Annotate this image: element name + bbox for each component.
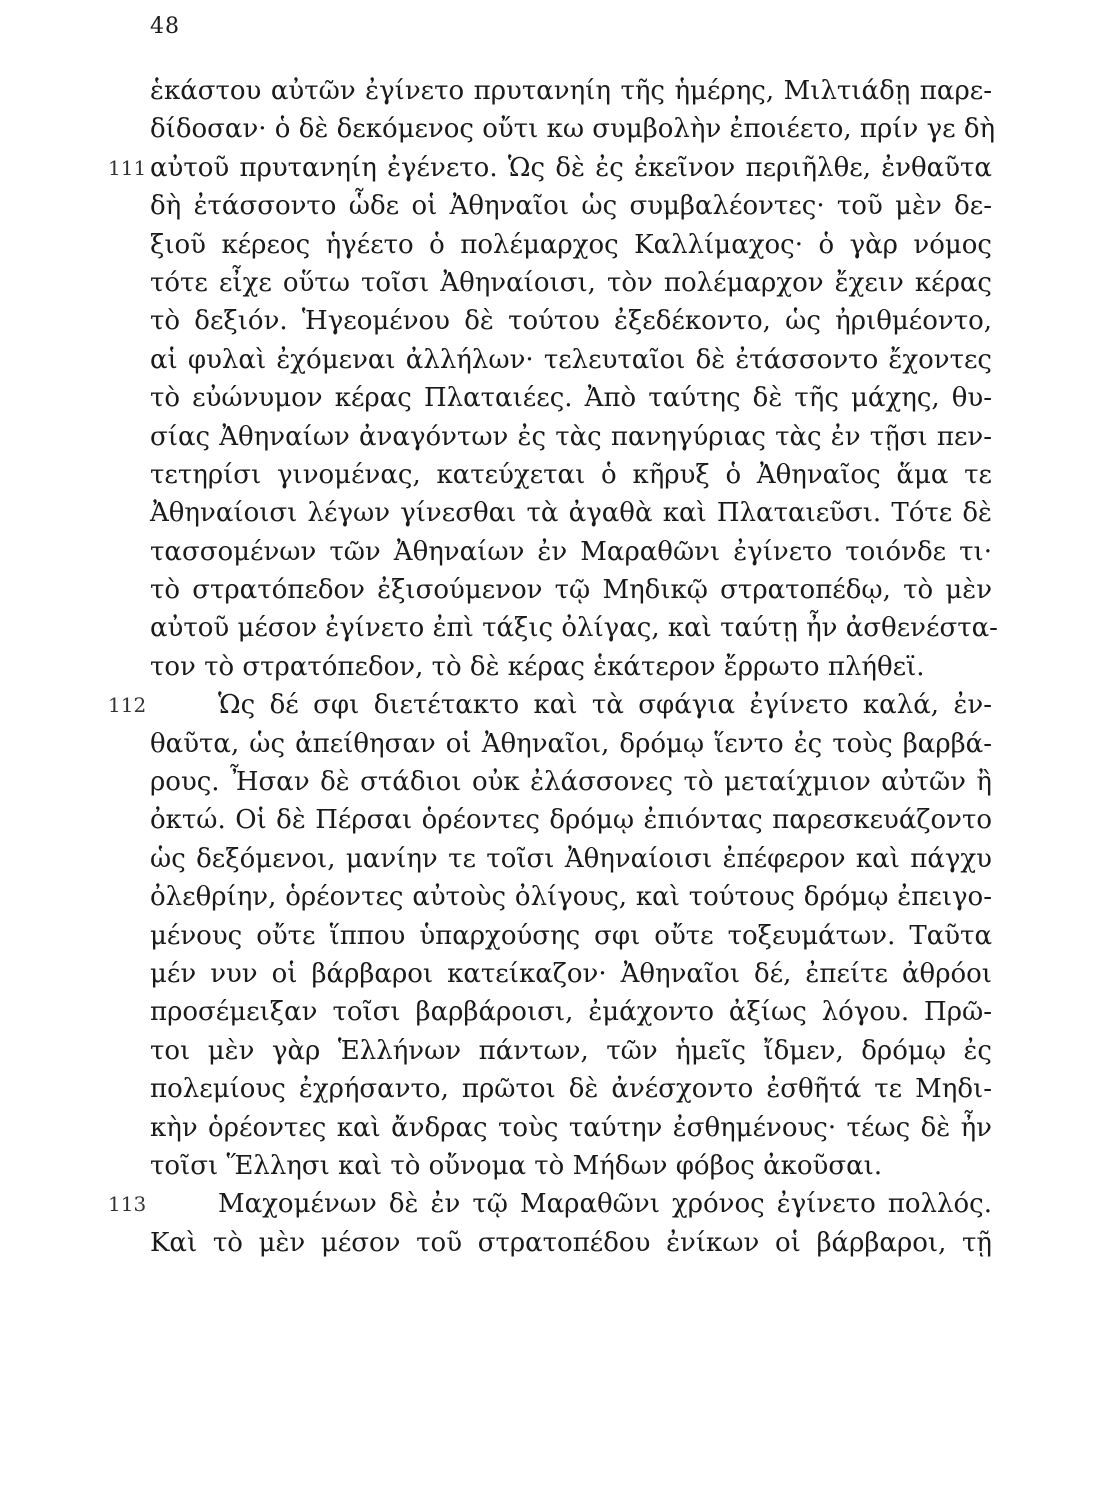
text-line [150, 226, 992, 264]
line-text: κὴν ὁρέοντες καὶ ἄνδρας τοὺς ταύτην ἐσθημένους· τέως δὲ ἦν [150, 1112, 992, 1143]
text-line [150, 1224, 992, 1262]
text-line [150, 955, 992, 993]
line-text: ἑκάστου αὐτῶν ἐγίνετο πρυτανηίη τῆς ἡμέρης, Μιλτιάδῃ παρε- [150, 76, 992, 106]
text-line [150, 264, 992, 302]
section-number: 112 [108, 693, 147, 718]
section-number: 111 [108, 155, 147, 180]
line-text: τοι μὲν γὰρ Ἑλλήνων πάντων, τῶν ἡμεῖς ἴδμεν, δρόμῳ ἐς [150, 1035, 992, 1066]
line-text: μένους οὔτε ἵππου ὑπαρχούσης σφι οὔτε τοξευμάτων. Ταῦτα [150, 920, 992, 951]
line-text: μέν νυν οἱ βάρβαροι κατείκαζον· Ἀθηναῖοι δέ, ἐπείτε ἀθρόοι [150, 958, 992, 989]
line-text: ὡς δεξόμενοι, μανίην τε τοῖσι Ἀθηναίοισι ἐπέφερον καὶ πάγχυ [150, 843, 992, 874]
text-line [150, 72, 992, 110]
text-line [150, 993, 992, 1031]
line-text: δὴ ἐτάσσοντο ὧδε οἱ Ἀθηναῖοι ὡς συμβαλέοντες· τοῦ μὲν δε- [150, 191, 992, 222]
line-text: Καὶ τὸ μὲν μέσον τοῦ στρατοπέδου ἐνίκων οἱ βάρβαροι, τῇ [150, 1227, 992, 1258]
text-line [150, 763, 992, 801]
text-line [150, 609, 998, 647]
line-text: δίδοσαν· ὁ δὲ δεκόμενος οὔτι κω συμβολὴν ἐποιέετο, πρίν γε δὴ [150, 114, 996, 145]
text-line [150, 1109, 992, 1147]
line-text: τετηρίσι γινομένας, κατεύχεται ὁ κῆρυξ ὁ Ἀθηναῖος ἅμα τε [150, 459, 992, 490]
text-line [150, 456, 992, 494]
text-line [150, 302, 992, 340]
text-line [150, 379, 992, 417]
text-line [150, 1070, 992, 1108]
text-line [150, 801, 992, 839]
line-text: ρους. Ἦσαν δὲ στάδιοι οὐκ ἐλάσσονες τὸ μεταίχμιον αὐτῶν ἢ [150, 767, 992, 798]
line-text: αἱ φυλαὶ ἐχόμεναι ἀλλήλων· τελευταῖοι δὲ ἐτάσσοντο ἔχοντες [150, 344, 992, 375]
text-line [150, 533, 992, 571]
text-block [108, 72, 998, 1262]
line-text: τὸ δεξιόν. Ἡγεομένου δὲ τούτου ἐξεδέκοντο, ὡς ἠριθμέοντο, [150, 306, 992, 337]
text-line [108, 686, 992, 724]
section-number: 113 [108, 1192, 147, 1217]
text-line [150, 917, 992, 955]
line-text: ξιοῦ κέρεος ἡγέετο ὁ πολέμαρχος Καλλίμαχος· ὁ γὰρ νόμος [150, 229, 992, 260]
text-line [150, 878, 992, 916]
line-text: ὀκτώ. Οἱ δὲ Πέρσαι ὁρέοντες δρόμῳ ἐπιόντας παρεσκευάζοντο [150, 805, 992, 836]
line-text: Μαχομένων δὲ ἐν τῷ Μαραθῶνι χρόνος ἐγίνετο πολλός. [218, 1189, 992, 1220]
text-line [150, 1032, 992, 1070]
line-text: Ἀθηναίοισι λέγων γίνεσθαι τὰ ἀγαθὰ καὶ Πλαταιεῦσι. Τότε δὲ [150, 498, 992, 529]
line-text: τὸ εὐώνυμον κέρας Πλαταιέες. Ἀπὸ ταύτης δὲ τῆς μάχης, θυ- [150, 383, 992, 414]
line-text: τασσομένων τῶν Ἀθηναίων ἐν Μαραθῶνι ἐγίνετο τοιόνδε τι· [150, 536, 992, 567]
text-line [108, 1185, 992, 1223]
text-line [150, 110, 996, 148]
line-text: σίας Ἀθηναίων ἀναγόντων ἐς τὰς πανηγύριας τὰς ἐν τῇσι πεν- [150, 421, 992, 452]
line-text: αὐτοῦ πρυτανηίη ἐγένετο. Ὡς δὲ ἐς ἐκεῖνον περιῆλθε, ἐνθαῦτα [150, 152, 992, 183]
line-text: προσέμειξαν τοῖσι βαρβάροισι, ἐμάχοντο ἀξίως λόγου. Πρῶ- [150, 997, 992, 1028]
page-number: 48 [150, 14, 180, 39]
text-line [150, 1147, 992, 1185]
line-text: τότε εἶχε οὕτω τοῖσι Ἀθηναίοισι, τὸν πολέμαρχον ἔχειν κέρας [150, 267, 992, 298]
text-line [150, 187, 992, 225]
text-line [150, 571, 992, 609]
line-text: αὐτοῦ μέσον ἐγίνετο ἐπὶ τάξις ὀλίγας, καὶ ταύτῃ ἦν ἀσθενέστα- [150, 613, 998, 644]
line-text: θαῦτα, ὡς ἀπείθησαν οἱ Ἀθηναῖοι, δρόμῳ ἵεντο ἐς τοὺς βαρβά- [150, 728, 992, 759]
text-line [150, 648, 992, 686]
line-text: τοῖσι Ἕλλησι καὶ τὸ οὔνομα τὸ Μήδων φόβος ἀκοῦσαι. [150, 1150, 883, 1181]
line-text: τον τὸ στρατόπεδον, τὸ δὲ κέρας ἑκάτερον ἔρρωτο πλήθεϊ. [150, 651, 925, 682]
text-line [150, 494, 992, 532]
text-line [108, 149, 992, 187]
line-text: ὀλεθρίην, ὁρέοντες αὐτοὺς ὀλίγους, καὶ τούτους δρόμῳ ἐπειγο- [150, 882, 992, 913]
text-line [150, 840, 992, 878]
line-text: πολεμίους ἐχρήσαντο, πρῶτοι δὲ ἀνέσχοντο ἐσθῆτά τε Μηδι- [150, 1074, 992, 1105]
line-text: τὸ στρατόπεδον ἐξισούμενον τῷ Μηδικῷ στρατοπέδῳ, τὸ μὲν [150, 575, 992, 606]
line-text: Ὡς δέ σφι διετέτακτο καὶ τὰ σφάγια ἐγίνετο καλά, ἐν- [218, 690, 992, 721]
text-line [150, 418, 992, 456]
text-line [150, 725, 992, 763]
text-line [150, 341, 992, 379]
